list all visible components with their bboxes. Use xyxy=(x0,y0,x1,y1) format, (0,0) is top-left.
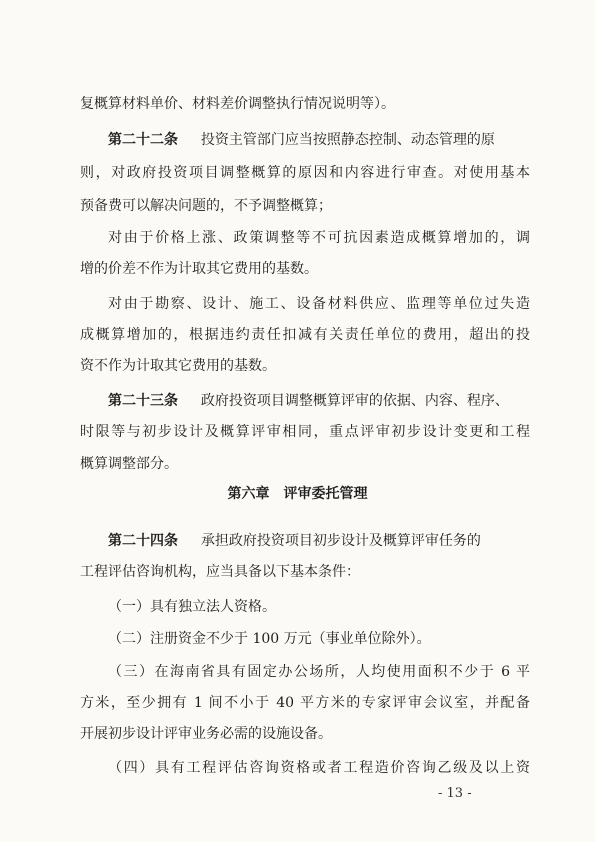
article-23-heading: 第二十三条 xyxy=(108,393,178,409)
list-item: （四）具有工程评估咨询资格或者工程造价咨询乙级及以上资 xyxy=(108,760,530,776)
paragraph-line: 增的价差不作为计取其它费用的基数。 xyxy=(80,261,318,277)
paragraph-line: 对由于勘察、设计、施工、设备材料供应、监理等单位过失造 xyxy=(108,296,530,312)
paragraph-line: 预备费可以解决问题的，不予调整概算； xyxy=(80,198,332,214)
paragraph-line: 开展初步设计评审业务必需的设施设备。 xyxy=(80,726,332,742)
article-24-first-line xyxy=(108,531,530,551)
paragraph-line: 时限等与初步设计及概算评审相同，重点评审初步设计变更和工程 xyxy=(80,424,530,440)
paragraph-line: 成概算增加的，根据违约责任扣减有关责任单位的费用，超出的投 xyxy=(80,327,530,343)
article-23-text: 政府投资项目调整概算评审的依据、内容、程序、 xyxy=(200,393,509,409)
list-item: （三）在海南省具有固定办公场所，人均使用面积不少于 6 平 xyxy=(108,664,530,680)
article-22-heading: 第二十二条 xyxy=(108,132,178,148)
paragraph-line: 方米，至少拥有 1 间不小于 40 平方米的专家评审会议室，并配备 xyxy=(80,695,530,711)
paragraph-line: 复概算材料单价、材料差价调整执行情况说明等）。 xyxy=(80,96,395,112)
article-24-text: 承担政府投资项目初步设计及概算评审任务的 xyxy=(200,533,481,549)
paragraph-line: 资不作为计取其它费用的基数。 xyxy=(80,358,276,374)
paragraph-line: 则，对政府投资项目调整概算的原因和内容进行审查。对使用基本 xyxy=(80,165,530,181)
article-24-heading: 第二十四条 xyxy=(108,533,178,549)
paragraph-line: 概算调整部分。 xyxy=(80,456,178,472)
paragraph-line: 工程评估咨询机构，应当具备以下基本条件： xyxy=(80,564,360,580)
article-22-text: 投资主管部门应当按照静态控制、动态管理的原 xyxy=(200,132,495,148)
article-22-first-line xyxy=(108,130,530,150)
page-number: - 13 - xyxy=(438,786,472,801)
paragraph-line: 对由于价格上涨、政策调整等不可抗因素造成概算增加的，调 xyxy=(108,230,530,246)
list-item: （二）注册资金不少于 100 万元（事业单位除外）。 xyxy=(108,631,431,647)
article-23-first-line xyxy=(108,391,530,411)
list-item: （一）具有独立法人资格。 xyxy=(108,599,276,615)
chapter-title: 第六章 评审委托管理 xyxy=(227,486,368,502)
